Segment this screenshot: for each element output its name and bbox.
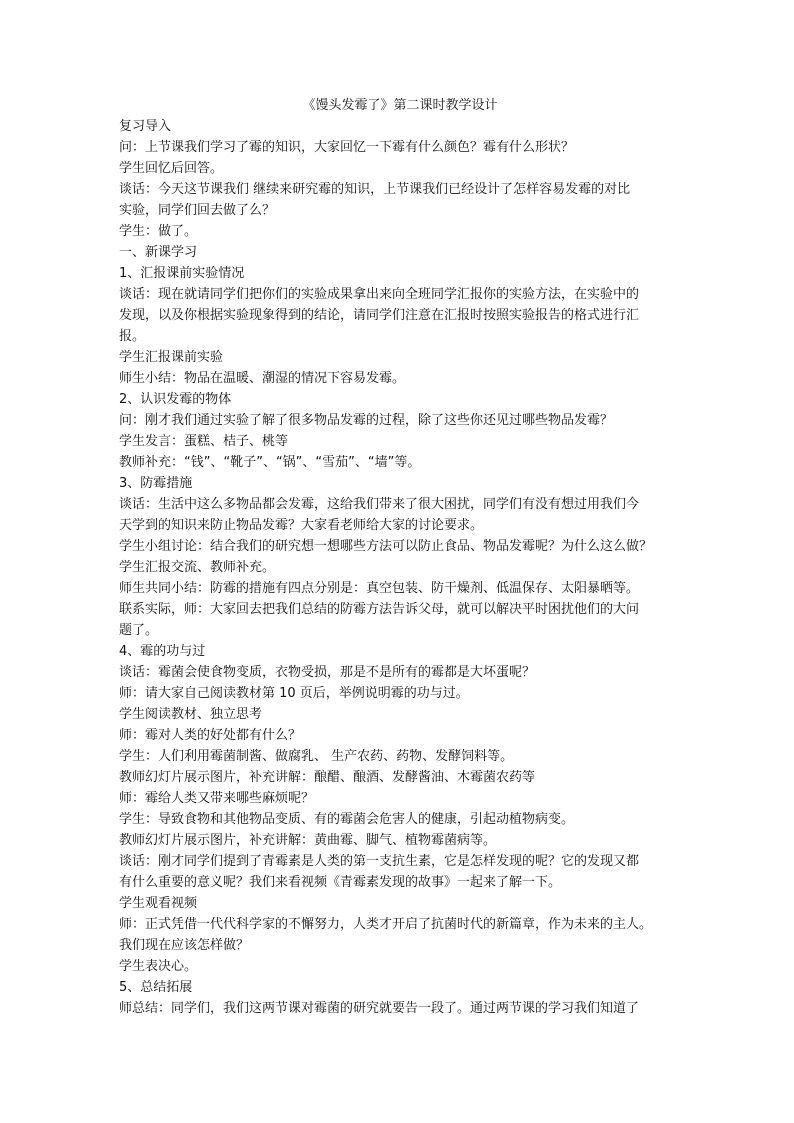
text-line: 师：请大家自己阅读教材第 10 页后，举例说明霉的功与过。 xyxy=(119,686,469,701)
text-line: 师：霉给人类又带来哪些麻烦呢？ xyxy=(119,791,315,806)
text-line: 复习导入 xyxy=(119,119,172,134)
text-line: 师生共同小结：防霉的措施有四点分别是：真空包装、防干燥剂、低温保存、太阳暴晒等。 xyxy=(119,581,640,596)
text-line: 4、霉的功与过 xyxy=(119,644,206,659)
text-line: 学生表决心。 xyxy=(119,959,198,974)
text-line: 学生汇报课前实验 xyxy=(119,350,224,365)
text-line: 学生小组讨论：结合我们的研究想一想哪些方法可以防止食品、物品发霉呢？为什么这么做？ xyxy=(119,539,653,554)
text-line: 学生：做了。 xyxy=(119,224,198,239)
text-line: 问：上节课我们学习了霉的知识，大家回忆一下霉有什么颜色？霉有什么形状？ xyxy=(119,140,575,155)
text-line: 我们现在应该怎样做？ xyxy=(119,938,250,953)
text-line: 联系实际，师：大家回去把我们总结的防霉方法告诉父母，就可以解决平时困扰他们的大问 xyxy=(119,602,640,617)
text-line: 2、认识发霉的物体 xyxy=(119,392,232,407)
text-line: 5、总结拓展 xyxy=(119,980,193,995)
text-line: 谈话：今天这节课我们 继续来研究霉的知识，上节课我们已经设计了怎样容易发霉的对比 xyxy=(119,182,631,197)
text-line: 师：霉对人类的好处都有什么？ xyxy=(119,728,302,743)
text-line: 学生：导致食物和其他物品变质、有的霉菌会危害人的健康，引起动植物病变。 xyxy=(119,812,575,827)
text-line: 教师补充：“钱”、“靴子”、“锅”、“雪茄”、“墙”等。 xyxy=(119,455,421,470)
text-line: 发现，以及你根据实验现象得到的结论，请同学们注意在汇报时按照实验报告的格式进行汇 xyxy=(119,308,640,323)
text-line: 师生小结：物品在温暖、潮湿的情况下容易发霉。 xyxy=(119,371,406,386)
text-line: 教师幻灯片展示图片，补充讲解：酿醋、酿酒、发酵酱油、木霉菌农药等 xyxy=(119,770,536,785)
document-lines xyxy=(119,116,681,1019)
text-line: 一、新课学习 xyxy=(119,245,198,260)
text-line: 谈话：刚才同学们提到了青霉素是人类的第一支抗生素，它是怎样发现的呢？它的发现又都 xyxy=(119,854,640,869)
text-line: 师总结：同学们，我们这两节课对霉菌的研究就要告一段了。通过两节课的学习我们知道了 xyxy=(119,1001,640,1016)
text-line: 实验，同学们回去做了么？ xyxy=(119,203,276,218)
text-line: 1、汇报课前实验情况 xyxy=(119,266,245,281)
text-line: 学生汇报交流、教师补充。 xyxy=(119,560,276,575)
text-line: 题了。 xyxy=(119,623,159,638)
text-line: 学生阅读教材、独立思考 xyxy=(119,707,263,722)
text-line: 学生回忆后回答。 xyxy=(119,161,224,176)
text-line: 谈话：生活中这么多物品都会发霉，这给我们带来了很大困扰，同学们有没有想过用我们今 xyxy=(119,497,640,512)
text-line: 学生发言：蛋糕、桔子、桃等 xyxy=(119,434,289,449)
text-line: 问：刚才我们通过实验了解了很多物品发霉的过程，除了这些你还见过哪些物品发霉？ xyxy=(119,413,614,428)
text-line: 天学到的知识来防止物品发霉？大家看老师给大家的讨论要求。 xyxy=(119,518,484,533)
document-title: 《馒头发霉了》第二课时教学设计 xyxy=(302,98,498,113)
text-line: 教师幻灯片展示图片，补充讲解：黄曲霉、脚气、植物霉菌病等。 xyxy=(119,833,497,848)
text-line: 学生：人们利用霉菌制酱、做腐乳、 生产农药、药物、发酵饲料等。 xyxy=(119,749,514,764)
text-line: 师：正式凭借一代代科学家的不懈努力，人类才开启了抗菌时代的新篇章，作为未来的主人。 xyxy=(119,917,653,932)
text-line: 谈话：现在就请同学们把你们的实验成果拿出来向全班同学汇报你的实验方法，在实验中的 xyxy=(119,287,640,302)
text-line: 报。 xyxy=(119,329,146,344)
text-line: 3、防霉措施 xyxy=(119,476,193,491)
text-line: 有什么重要的意义呢？我们来看视频《青霉素发现的故事》一起来了解一下。 xyxy=(119,875,562,890)
text-line: 学生观看视频 xyxy=(119,896,198,911)
document-body xyxy=(119,95,681,1019)
text-line: 谈话：霉菌会使食物变质，衣物受损，那是不是所有的霉都是大坏蛋呢？ xyxy=(119,665,536,680)
